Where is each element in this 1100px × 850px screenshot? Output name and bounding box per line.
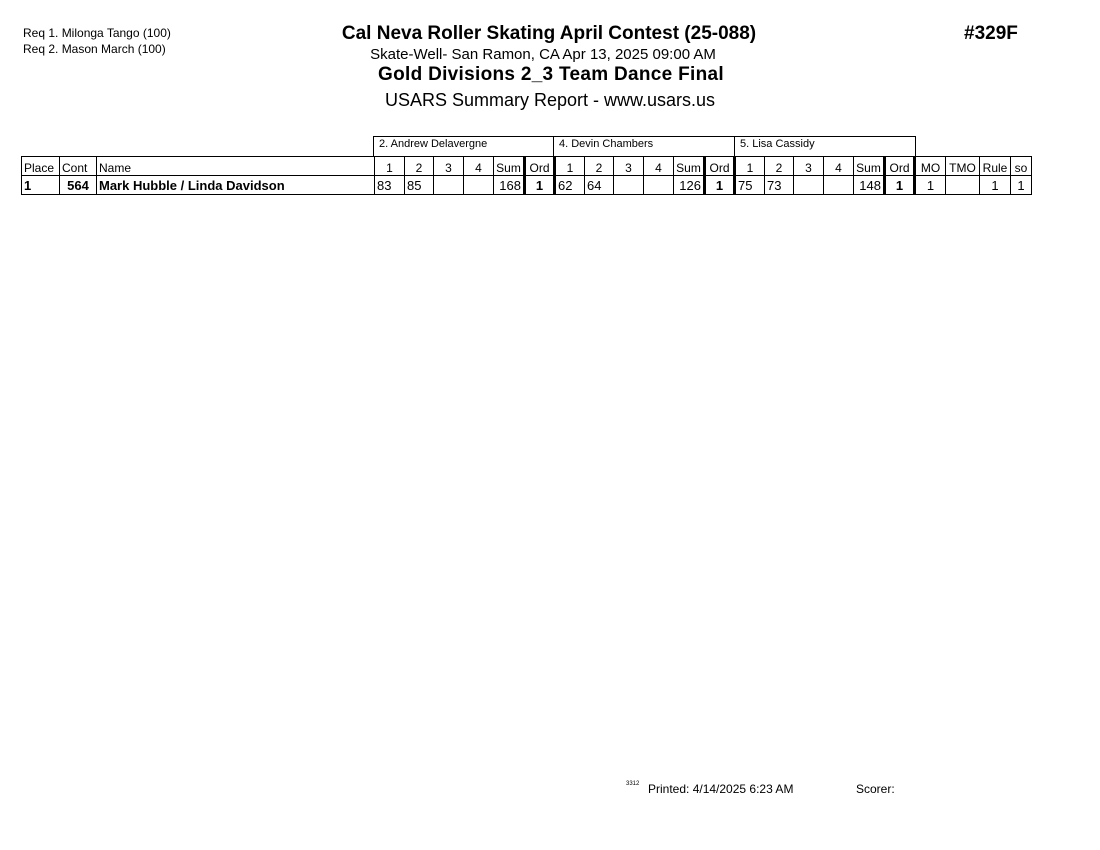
results-table	[21, 156, 1032, 195]
sum-cell: 126	[674, 176, 705, 195]
ord-cell: 1	[705, 176, 735, 195]
ord-cell: 1	[885, 176, 915, 195]
name-cell: Mark Hubble / Linda Davidson	[97, 176, 375, 195]
cont-cell: 564	[60, 176, 97, 195]
col-mark-4: 4	[644, 157, 674, 176]
tmo-cell	[946, 176, 980, 195]
judge-name: 2. Andrew Delavergne	[379, 138, 488, 150]
event-title: Gold Divisions 2_3 Team Dance Final	[378, 64, 724, 85]
col-mark-3: 3	[614, 157, 644, 176]
score-cell: 73	[765, 176, 794, 195]
printed-timestamp: Printed: 4/14/2025 6:23 AM	[648, 782, 794, 796]
col-sum: Sum	[494, 157, 525, 176]
col-cont: Cont	[60, 157, 97, 176]
col-sum: Sum	[674, 157, 705, 176]
contest-title: Cal Neva Roller Skating April Contest (25-088)	[341, 23, 757, 44]
col-mark-1: 1	[555, 157, 585, 176]
score-cell: 83	[375, 176, 405, 195]
rule-cell: 1	[980, 176, 1011, 195]
col-ord: Ord	[525, 157, 555, 176]
col-name: Name	[97, 157, 375, 176]
col-ord: Ord	[705, 157, 735, 176]
ord-cell: 1	[525, 176, 555, 195]
col-mark-1: 1	[735, 157, 765, 176]
col-sum: Sum	[854, 157, 885, 176]
score-cell	[824, 176, 854, 195]
footer-code: 3312	[626, 781, 640, 787]
col-mark-3: 3	[794, 157, 824, 176]
col-so: so	[1011, 157, 1032, 176]
col-place: Place	[22, 157, 60, 176]
col-mark-1: 1	[375, 157, 405, 176]
report-title: USARS Summary Report - www.usars.us	[384, 90, 716, 110]
column-header-row	[22, 157, 1032, 176]
col-mark-2: 2	[405, 157, 434, 176]
col-mark-3: 3	[434, 157, 464, 176]
judge-name: 5. Lisa Cassidy	[740, 138, 815, 150]
score-cell	[434, 176, 464, 195]
score-cell: 64	[585, 176, 614, 195]
table-row	[22, 176, 1032, 195]
requirement-2: Req 2. Mason March (100)	[23, 42, 166, 56]
requirement-1: Req 1. Milonga Tango (100)	[23, 26, 171, 40]
score-cell: 85	[405, 176, 434, 195]
event-number: #329F	[964, 23, 1018, 44]
judge-header-2	[553, 136, 735, 157]
col-rule: Rule	[980, 157, 1011, 176]
mo-cell: 1	[915, 176, 946, 195]
col-mark-4: 4	[824, 157, 854, 176]
col-mo: MO	[915, 157, 946, 176]
col-mark-2: 2	[585, 157, 614, 176]
score-cell: 75	[735, 176, 765, 195]
col-ord: Ord	[885, 157, 915, 176]
scorer-label: Scorer:	[856, 782, 895, 796]
sum-cell: 168	[494, 176, 525, 195]
col-mark-4: 4	[464, 157, 494, 176]
venue-date: Skate-Well- San Ramon, CA Apr 13, 2025 09:00 AM	[370, 46, 716, 63]
judge-header-3	[734, 136, 916, 157]
place-cell: 1	[22, 176, 60, 195]
col-mark-2: 2	[765, 157, 794, 176]
score-cell	[644, 176, 674, 195]
score-cell	[794, 176, 824, 195]
judge-name: 4. Devin Chambers	[559, 138, 654, 150]
sum-cell: 148	[854, 176, 885, 195]
so-cell: 1	[1011, 176, 1032, 195]
score-cell	[464, 176, 494, 195]
judge-header-1	[373, 136, 554, 157]
score-cell	[614, 176, 644, 195]
score-cell: 62	[555, 176, 585, 195]
col-tmo: TMO	[946, 157, 980, 176]
